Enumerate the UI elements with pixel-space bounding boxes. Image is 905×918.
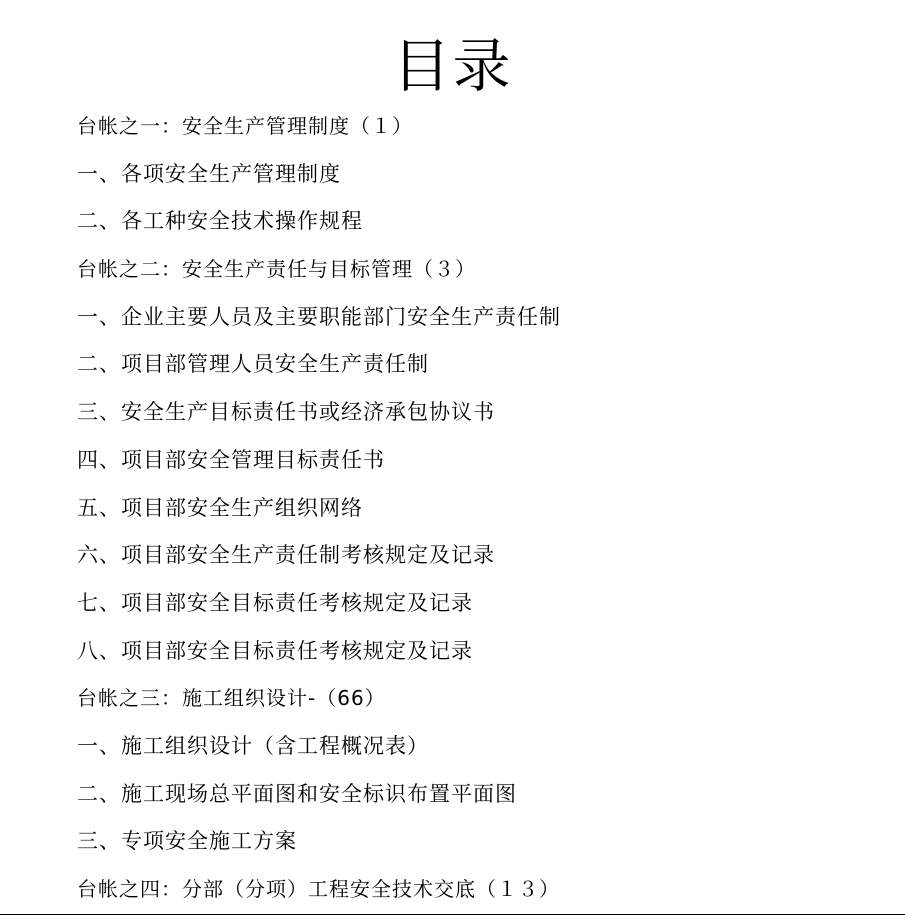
toc-item: 一、各项安全生产管理制度	[77, 161, 341, 186]
toc-item: 六、项目部安全生产责任制考核规定及记录	[77, 543, 495, 568]
toc-item: 二、项目部管理人员安全生产责任制	[77, 352, 429, 377]
page-title: 目录	[392, 32, 513, 100]
toc-item: 八、项目部安全目标责任考核规定及记录	[77, 638, 473, 663]
toc-item: 一、施工组织设计（含工程概况表）	[77, 733, 429, 758]
toc-section-4: 台帐之四：分部（分项）工程安全技术交底（１３）	[77, 877, 560, 901]
toc-item: 四、项目部安全管理目标责任书	[77, 447, 385, 472]
toc-item: 三、安全生产目标责任书或经济承包协议书	[77, 400, 495, 425]
toc-item: 五、项目部安全生产组织网络	[77, 495, 363, 520]
toc-item: 二、各工种安全技术操作规程	[77, 209, 363, 234]
toc-item: 七、项目部安全目标责任考核规定及记录	[77, 590, 473, 615]
toc-section-3: 台帐之三：施工组织设计-（66）	[77, 686, 386, 711]
toc-item: 一、企业主要人员及主要职能部门安全生产责任制	[77, 304, 561, 329]
table-of-contents	[77, 106, 877, 917]
toc-item: 三、专项安全施工方案	[77, 829, 297, 854]
toc-section-2: 台帐之二：安全生产责任与目标管理（３）	[77, 257, 476, 282]
page-bottom-rule	[0, 914, 905, 915]
toc-section-1: 台帐之一：安全生产管理制度（１）	[77, 114, 413, 138]
toc-item: 二、施工现场总平面图和安全标识布置平面图	[77, 781, 517, 806]
